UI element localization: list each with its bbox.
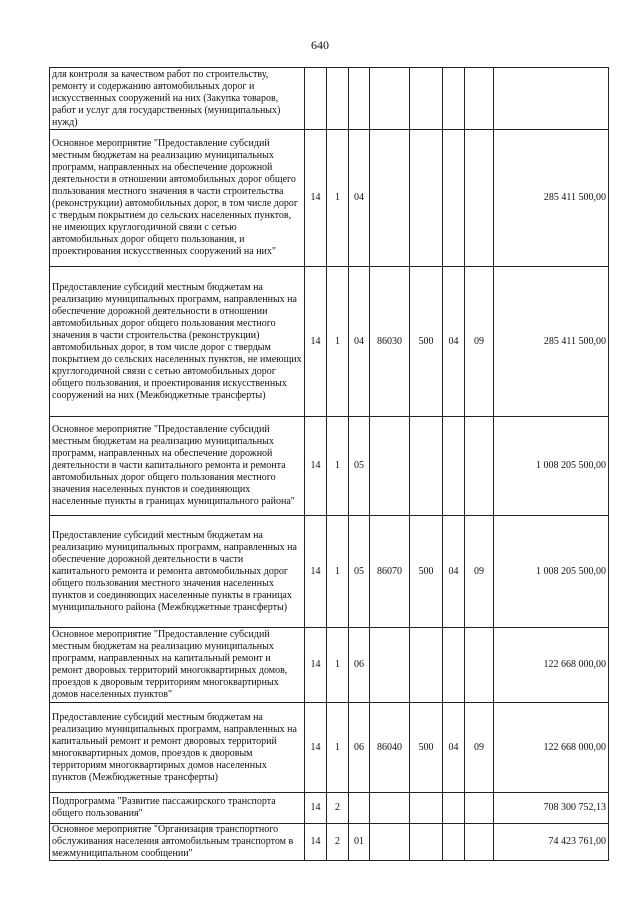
table-body (50, 68, 609, 861)
program-code: 14 (305, 516, 327, 628)
amount: 285 411 500,00 (494, 267, 609, 417)
activity-code (349, 68, 370, 130)
subprogram-code: 1 (327, 417, 349, 516)
subprogram-code: 1 (327, 628, 349, 703)
subsection-code (465, 628, 494, 703)
program-code: 14 (305, 417, 327, 516)
amount: 122 668 000,00 (494, 703, 609, 793)
direction-code (370, 68, 410, 130)
program-code: 14 (305, 703, 327, 793)
expense-type-code (410, 68, 443, 130)
activity-code: 06 (349, 628, 370, 703)
activity-code: 04 (349, 267, 370, 417)
program-code: 14 (305, 628, 327, 703)
row-description: Предоставление субсидий местным бюджетам на реализацию муниципальных программ, направленных на капитальный ремонт и ремонт дворовых территорий многоквартирных домов, проездов к дворовым территориям многоквартирных домов населенных пунктов (Межбюджетные трансферты) (50, 703, 305, 793)
expense-type-code: 500 (410, 267, 443, 417)
row-description: Основное мероприятие "Предоставление субсидий местным бюджетам на реализацию муниципальных программ, направленных на обеспечение дорожной деятельности в части капитального ремонта и ремонта автомобильных дорог общего пользования местного значения населенных пунктов и соединяющих населенные пункты в границах муниципального района" (50, 417, 305, 516)
program-code: 14 (305, 793, 327, 824)
activity-code (349, 793, 370, 824)
subprogram-code (327, 68, 349, 130)
subprogram-code: 2 (327, 793, 349, 824)
amount: 1 008 205 500,00 (494, 516, 609, 628)
expense-type-code (410, 628, 443, 703)
table-row (50, 267, 609, 417)
expense-type-code: 500 (410, 516, 443, 628)
program-code (305, 68, 327, 130)
direction-code: 86030 (370, 267, 410, 417)
section-code: 04 (443, 516, 465, 628)
table-row (50, 824, 609, 861)
amount: 285 411 500,00 (494, 130, 609, 267)
program-code: 14 (305, 130, 327, 267)
activity-code: 05 (349, 417, 370, 516)
direction-code (370, 417, 410, 516)
direction-code: 86040 (370, 703, 410, 793)
subsection-code (465, 793, 494, 824)
row-description: Основное мероприятие "Организация транспортного обслуживания населения автомобильным транспортом в межмуниципальном сообщении" (50, 824, 305, 861)
table-row (50, 516, 609, 628)
amount: 1 008 205 500,00 (494, 417, 609, 516)
row-description: Предоставление субсидий местным бюджетам на реализацию муниципальных программ, направленных на обеспечение дорожной деятельности в отношении автомобильных дорог общего пользования местного значения в части строительства (реконструкции) автомобильных дорог, в том числе дорог с твердым покрытием до сельских населенных пунктов, не имеющих круглогодичной связи с сетью автомобильных дорог общего пользования, и проектирования искусственных сооружений на них (Межбюджетные трансферты) (50, 267, 305, 417)
expense-type-code (410, 793, 443, 824)
budget-table (49, 67, 609, 861)
direction-code (370, 628, 410, 703)
activity-code: 06 (349, 703, 370, 793)
amount (494, 68, 609, 130)
program-code: 14 (305, 824, 327, 861)
row-description: Подпрограмма "Развитие пассажирского транспорта общего пользования" (50, 793, 305, 824)
section-code: 04 (443, 703, 465, 793)
section-code (443, 793, 465, 824)
subsection-code (465, 824, 494, 861)
subprogram-code: 1 (327, 267, 349, 417)
subsection-code (465, 130, 494, 267)
section-code (443, 417, 465, 516)
table-row (50, 417, 609, 516)
program-code: 14 (305, 267, 327, 417)
section-code (443, 130, 465, 267)
subprogram-code: 1 (327, 703, 349, 793)
activity-code: 05 (349, 516, 370, 628)
expense-type-code (410, 824, 443, 861)
direction-code (370, 130, 410, 267)
expense-type-code: 500 (410, 703, 443, 793)
section-code: 04 (443, 267, 465, 417)
section-code (443, 824, 465, 861)
direction-code (370, 824, 410, 861)
direction-code: 86070 (370, 516, 410, 628)
page-number: 640 (311, 38, 329, 52)
subsection-code (465, 417, 494, 516)
row-description: Предоставление субсидий местным бюджетам на реализацию муниципальных программ, направленных на обеспечение дорожной деятельности в части капитального ремонта и ремонта автомобильных дорог общего пользования местного значения населенных пунктов и соединяющих населенные пункты в границах муниципального района (Межбюджетные трансферты) (50, 516, 305, 628)
subprogram-code: 1 (327, 130, 349, 267)
table-row (50, 703, 609, 793)
table-row (50, 793, 609, 824)
amount: 708 300 752,13 (494, 793, 609, 824)
activity-code: 04 (349, 130, 370, 267)
table-row (50, 68, 609, 130)
subsection-code: 09 (465, 703, 494, 793)
expense-type-code (410, 130, 443, 267)
row-description: Основное мероприятие "Предоставление субсидий местным бюджетам на реализацию муниципальных программ, направленных на обеспечение дорожной деятельности в отношении автомобильных дорог общего пользования местного значения в части строительства (реконструкции) автомобильных дорог, в том числе дорог с твердым покрытием до сельских населенных пунктов, не имеющих круглогодичной связи с сетью автомобильных дорог общего пользования, и проектирования искусственных сооружений на них" (50, 130, 305, 267)
subsection-code: 09 (465, 267, 494, 417)
direction-code (370, 793, 410, 824)
section-code (443, 68, 465, 130)
table-row (50, 628, 609, 703)
row-description: Основное мероприятие "Предоставление субсидий местным бюджетам на реализацию муниципальных программ, направленных на капитальный ремонт и ремонт дворовых территорий многоквартирных домов, проездов к дворовым территориям многоквартирных домов населенных пунктов" (50, 628, 305, 703)
amount: 122 668 000,00 (494, 628, 609, 703)
subsection-code (465, 68, 494, 130)
subprogram-code: 2 (327, 824, 349, 861)
amount: 74 423 761,00 (494, 824, 609, 861)
section-code (443, 628, 465, 703)
activity-code: 01 (349, 824, 370, 861)
table-row (50, 130, 609, 267)
row-description: для контроля за качеством работ по строительству, ремонту и содержанию автомобильных дорог и искусственных сооружений на них (Закупка товаров, работ и услуг для государственных (муниципальных) нужд) (50, 68, 305, 130)
subprogram-code: 1 (327, 516, 349, 628)
expense-type-code (410, 417, 443, 516)
subsection-code: 09 (465, 516, 494, 628)
